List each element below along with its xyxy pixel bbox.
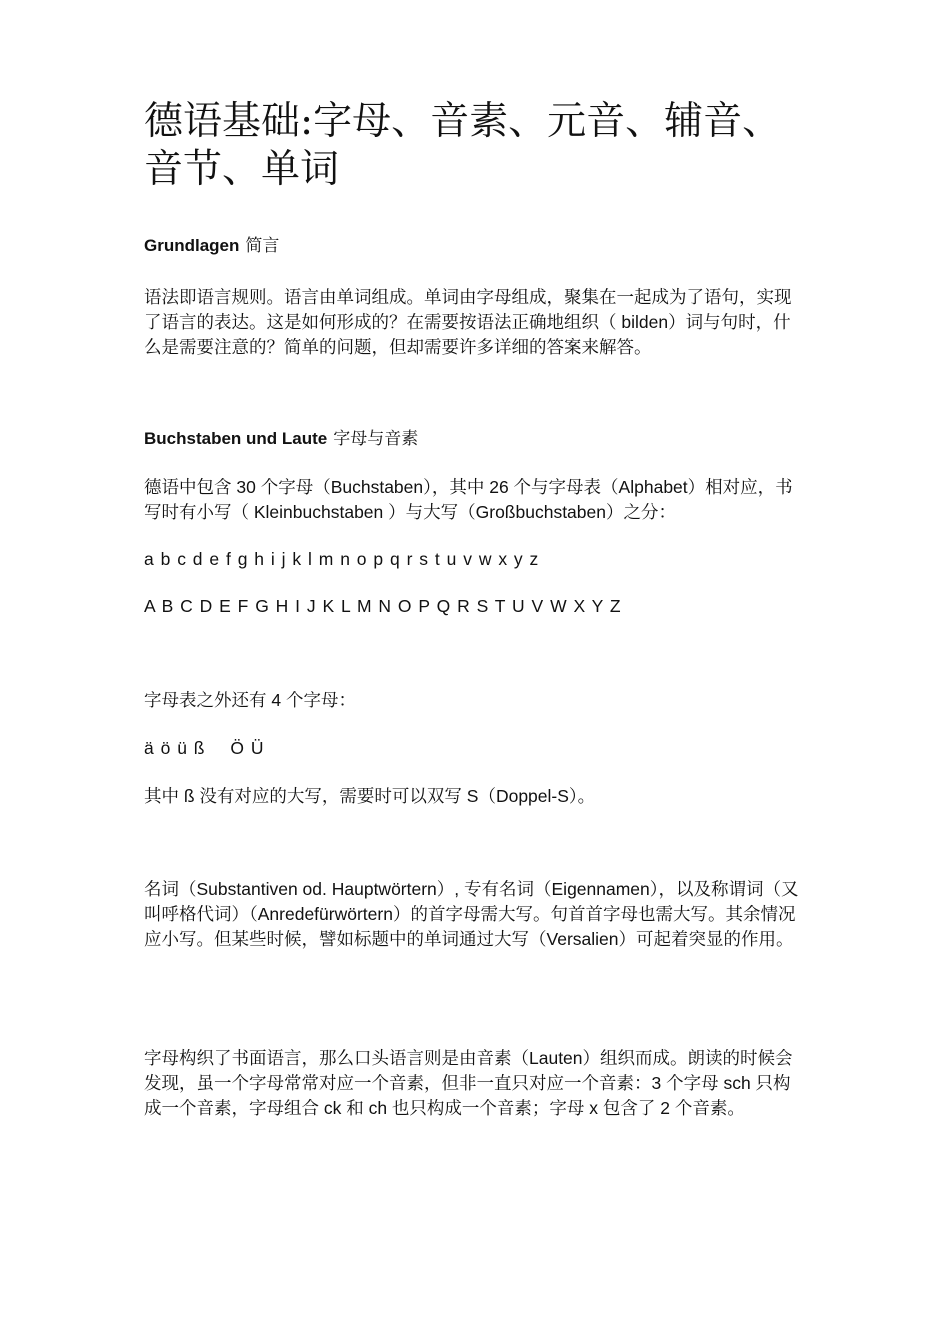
paragraph-extra-letters: 字母表之外还有 4 个字母： <box>144 690 356 710</box>
lowercase-alphabet: a b c d e f g h i j k l m n o p q r s t u v w x y z <box>144 549 539 569</box>
paragraph-laute: 字母构织了书面语言，那么口头语言则是由音素（Lauten）组织而成。朗读的时候会发现，虽一个字母常常对应一个音素，但非一直只对应一个音素：3 个字母 sch 只构成一个音素，字母组合 ck 和 ch 也只构成一个音素；字母 x 包含了 2 个音素。 <box>144 1048 793 1118</box>
uppercase-alphabet: A B C D E F G H I J K L M N O P Q R S T U V W X Y Z <box>144 596 622 616</box>
paragraph-alphabet-intro: 德语中包含 30 个字母（Buchstaben），其中 26 个与字母表（Alphabet）相对应，书写时有小写（ Kleinbuchstaben ）与大写（Großbuchstaben）之分： <box>144 477 793 522</box>
section-heading-buchstaben <box>144 427 418 451</box>
section-heading-de: Grundlagen <box>144 236 240 255</box>
section-heading-de: Buchstaben und Laute <box>144 429 328 448</box>
paragraph-capitalization: 名词（Substantiven od. Hauptwörtern）, 专有名词（Eigennamen），以及称谓词（又叫呼格代词）（Anredefürwörtern）的首字母需大写。句首首字母也需大写。其余情况应小写。但某些时候，譬如标题中的单词通过大写（Versalien）可起着突显的作用。 <box>144 879 799 949</box>
section-heading-grundlagen <box>144 234 279 258</box>
section-heading-zh: 字母与音素 <box>333 429 419 449</box>
extra-letters-list: ä ö ü ß Ö Ü <box>144 738 265 758</box>
paragraph-eszett: 其中 ß 没有对应的大写，需要时可以双写 S（Doppel-S）。 <box>144 786 596 806</box>
paragraph-intro: 语法即语言规则。语言由单词组成。单词由字母组成，聚集在一起成为了语句，实现了语言的表达。这是如何形成的？在需要按语法正确地组织（ bilden）词与句时，什么是需要注意的？简单的问题，但却需要许多详细的答案来解答。 <box>144 287 792 357</box>
page-title: 德语基础:字母、音素、元音、辅音、音节、单词 <box>144 99 782 192</box>
section-heading-zh: 简言 <box>245 236 280 256</box>
